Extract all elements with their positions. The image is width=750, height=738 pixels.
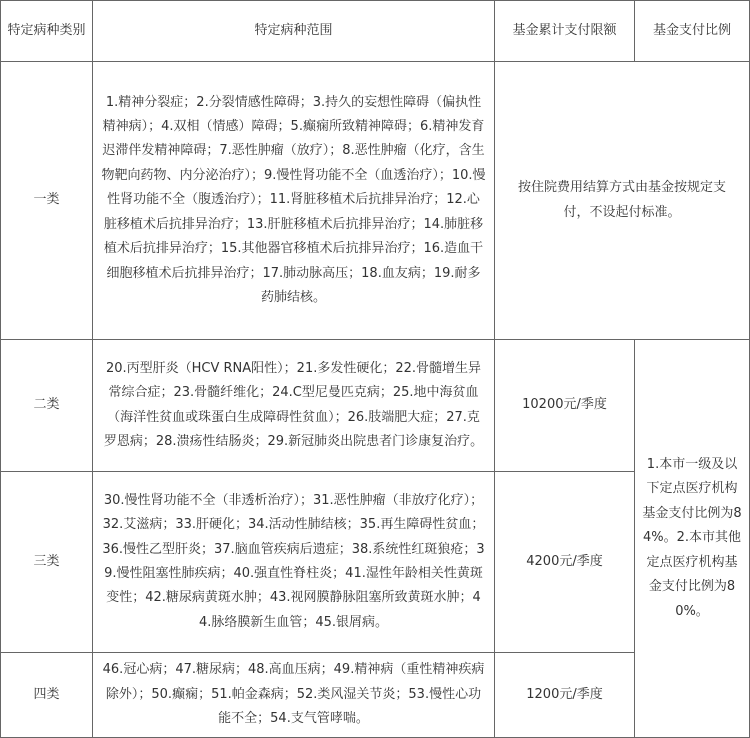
category-cell: 一类	[1, 62, 93, 340]
category-cell: 四类	[1, 653, 93, 738]
range-cell: 1.精神分裂症；2.分裂情感性障碍；3.持久的妄想性障碍（偏执性精神病）；4.双相（情感）障碍；5.癫痫所致精神障碍；6.精神发育迟滞伴发精神障碍；7.恶性肿瘤（放疗）；8.恶性肿瘤（化疗，含生物靶向药物、内分泌治疗）；9.慢性肾功能不全（血透治疗）；10.慢性肾功能不全（腹透治疗）；11.肾脏移植术后抗排异治疗；12.心脏移植术后抗排异治疗；13.肝脏移植术后抗排异治疗；14.肺脏移植术后抗排异治疗；15.其他器官移植术后抗排异治疗；16.造血干细胞移植术后抗排异治疗；17.肺动脉高压；18.血友病；19.耐多药肺结核。	[93, 62, 495, 340]
category-cell: 三类	[1, 472, 93, 653]
header-range: 特定病种范围	[93, 1, 495, 62]
limit-cell: 10200元/季度	[495, 340, 635, 472]
range-cell: 46.冠心病；47.糖尿病；48.高血压病；49.精神病（重性精神疾病除外）；50.癫痫；51.帕金森病；52.类风湿关节炎；53.慢性心功能不全；54.支气管哮喘。	[93, 653, 495, 738]
header-category: 特定病种类别	[1, 1, 93, 62]
header-ratio: 基金支付比例	[635, 1, 750, 62]
table-row	[1, 340, 750, 472]
header-limit: 基金累计支付限额	[495, 1, 635, 62]
range-cell: 20.丙型肝炎（HCV RNA阳性）；21.多发性硬化；22.骨髓增生异常综合症；23.骨髓纤维化；24.C型尼曼匹克病；25.地中海贫血（海洋性贫血或珠蛋白生成障碍性贫血）；26.肢端肥大症；27.克罗恩病；28.溃疡性结肠炎；29.新冠肺炎出院患者门诊康复治疗。	[93, 340, 495, 472]
limit-cell: 1200元/季度	[495, 653, 635, 738]
category-cell: 二类	[1, 340, 93, 472]
ratio-cell: 1.本市一级及以下定点医疗机构基金支付比例为84%。2.本市其他定点医疗机构基金支付比例为80%。	[635, 340, 750, 738]
limit-cell: 4200元/季度	[495, 472, 635, 653]
table-row	[1, 62, 750, 340]
table-header-row	[1, 1, 750, 62]
range-cell: 30.慢性肾功能不全（非透析治疗）；31.恶性肿瘤（非放疗化疗）；32.艾滋病；33.肝硬化；34.活动性肺结核；35.再生障碍性贫血；36.慢性乙型肝炎；37.脑血管疾病后遗症；38.系统性红斑狼疮；39.慢性阻塞性肺疾病；40.强直性脊柱炎；41.湿性年龄相关性黄斑变性；42.糖尿病黄斑水肿；43.视网膜静脉阻塞所致黄斑水肿；44.脉络膜新生血管；45.银屑病。	[93, 472, 495, 653]
limit-ratio-cell: 按住院费用结算方式由基金按规定支付，不设起付标准。	[495, 62, 750, 340]
